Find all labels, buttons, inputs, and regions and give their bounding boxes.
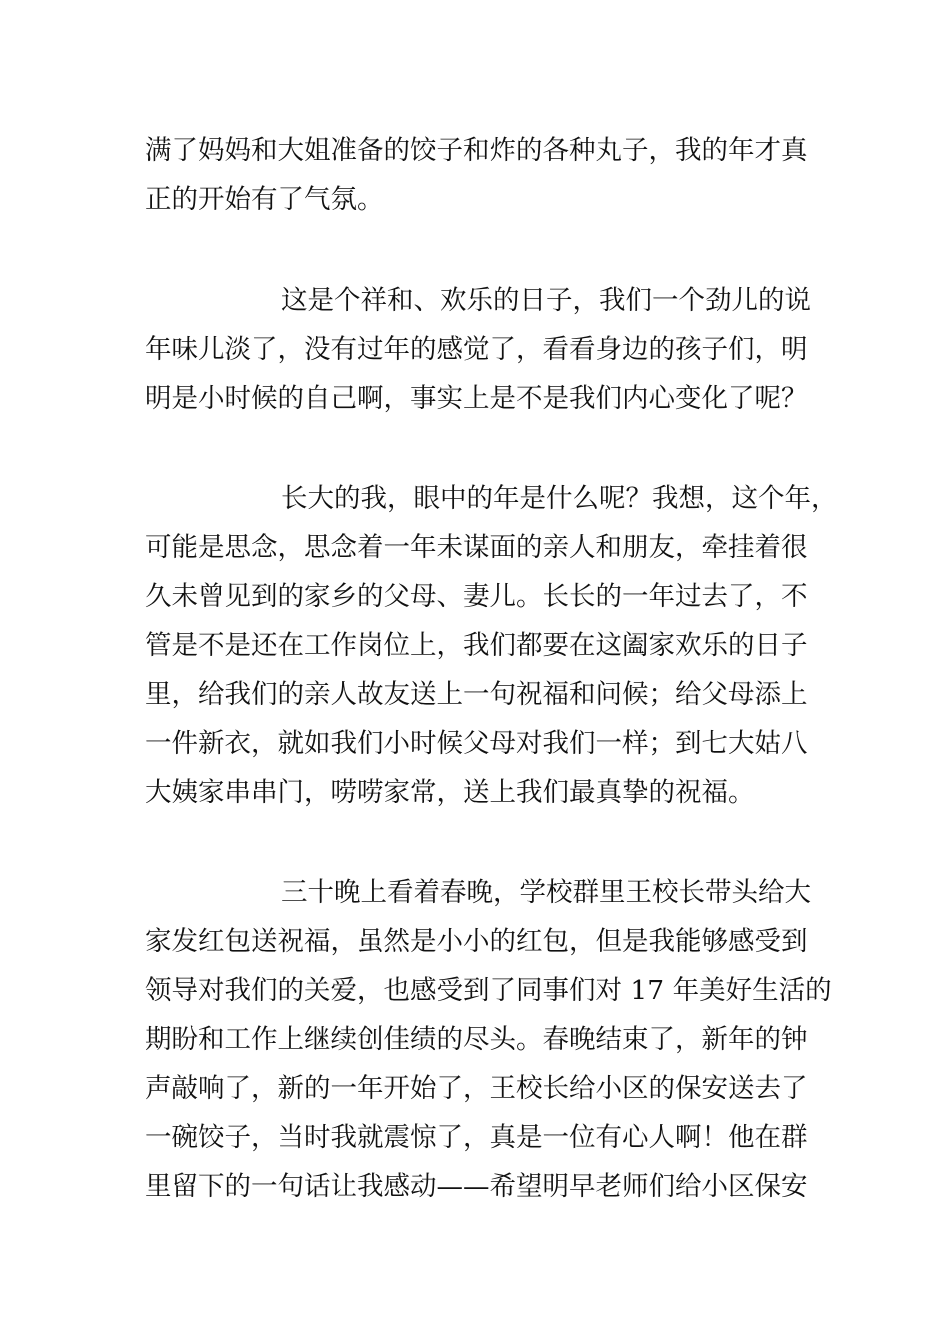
paragraph-1 [145,126,815,224]
text-line: 年味儿淡了，没有过年的感觉了，看看身边的孩子们，明 [145,334,808,365]
text-line: 管是不是还在工作岗位上，我们都要在这阖家欢乐的日子 [145,630,808,661]
text-line: 久未曾见到的家乡的父母、妻儿。长长的一年过去了，不 [145,581,808,612]
paragraph-4 [145,868,832,1211]
text-line: 声敲响了，新的一年开始了，王校长给小区的保安送去了 [145,1073,808,1104]
text-line: 明是小时候的自己啊，事实上是不是我们内心变化了呢？ [145,383,808,414]
text-line: 满了妈妈和大姐准备的饺子和炸的各种丸子，我的年才真 [145,135,808,166]
text-line: 一件新衣，就如我们小时候父母对我们一样；到七大姑八 [145,728,808,759]
text-line: 可能是思念，思念着一年未谋面的亲人和朋友，牵挂着很 [145,532,808,563]
text-line: 期盼和工作上继续创佳绩的尽头。春晚结束了，新年的钟 [145,1024,808,1055]
text-line-indented: 长大的我，眼中的年是什么呢？我想，这个年， [281,483,838,514]
text-line-indented: 三十晚上看着春晚，学校群里王校长带头给大 [281,877,811,908]
paragraph-2 [145,276,815,423]
text-line: 正的开始有了气氛。 [145,184,384,215]
text-line-indented: 这是个祥和、欢乐的日子，我们一个劲儿的说 [281,285,811,316]
text-line: 大姨家串串门，唠唠家常，送上我们最真挚的祝福。 [145,777,755,808]
text-line: 里留下的一句话让我感动——希望明早老师们给小区保安 [145,1171,808,1202]
text-line: 里，给我们的亲人故友送上一句祝福和问候；给父母添上 [145,679,808,710]
paragraph-3 [145,474,838,817]
text-line: 家发红包送祝福，虽然是小小的红包，但是我能够感受到 [145,926,808,957]
text-line: 一碗饺子，当时我就震惊了，真是一位有心人啊！他在群 [145,1122,808,1153]
text-line: 领导对我们的关爱，也感受到了同事们对 17 年美好生活的 [145,975,832,1006]
